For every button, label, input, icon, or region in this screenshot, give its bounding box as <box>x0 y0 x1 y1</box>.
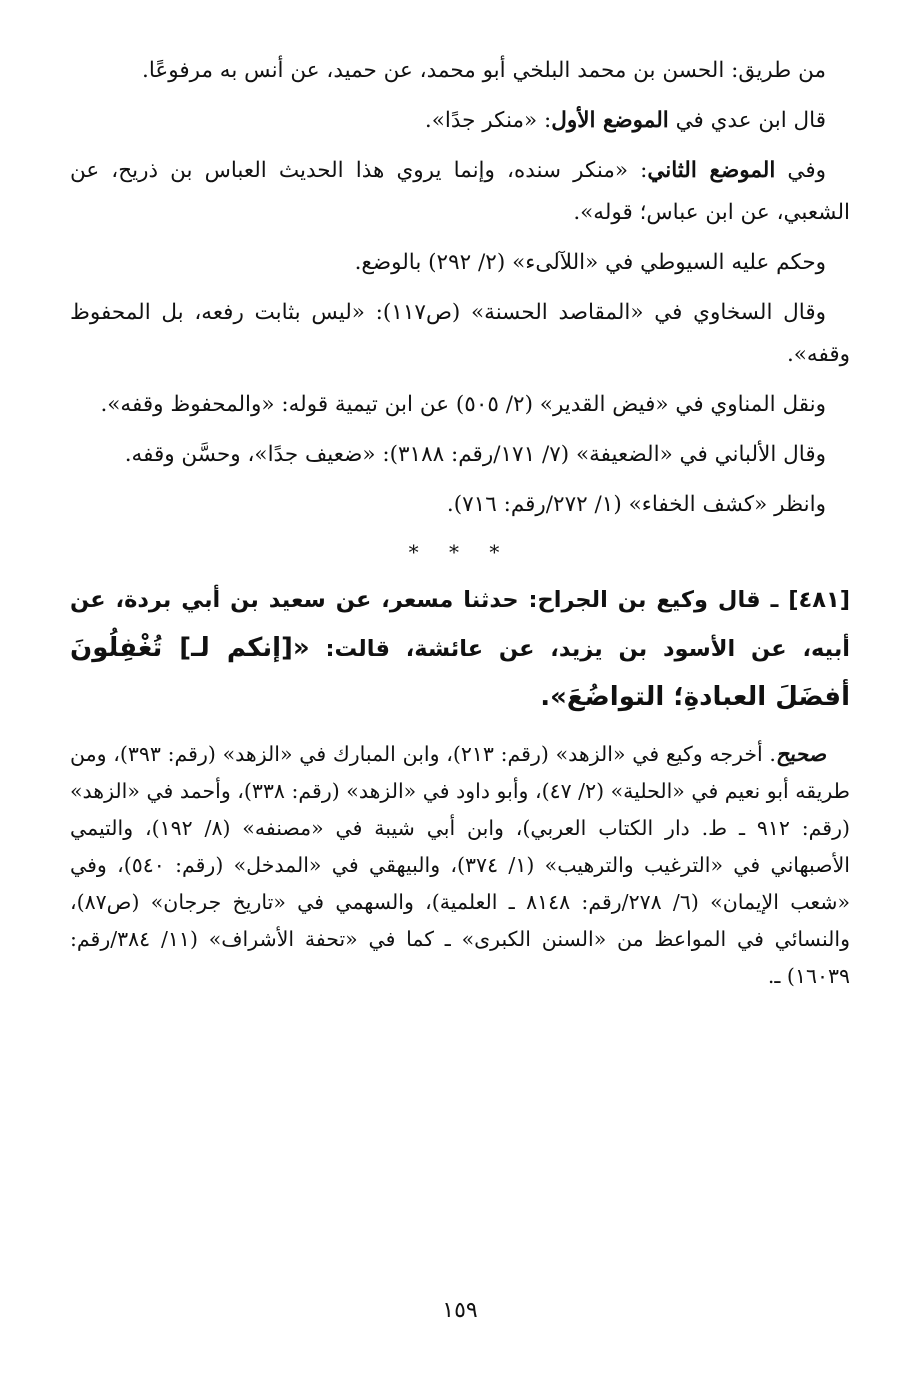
bold-term: الموضع الأول <box>551 108 669 133</box>
section-separator: * * * <box>408 540 512 564</box>
paragraph-6 <box>70 384 850 426</box>
paragraph-5 <box>70 292 850 376</box>
paragraph-4 <box>70 242 850 284</box>
paragraph-text: ونقل المناوي في «فيض القدير» (٢/ ٥٠٥) عن ابن تيمية قوله: «والمحفوظ وقفه». <box>100 392 826 417</box>
paragraph-2 <box>70 100 850 142</box>
hadith-matn: «[إنكم لـ] تُغْفِلُونَ أفضَلَ العبادةِ؛ التواضُعَ». <box>70 633 850 712</box>
paragraph-text: وحكم عليه السيوطي في «اللآلىء» (٢/ ٢٩٢) بالوضع. <box>354 250 826 275</box>
takhrij-paragraph <box>70 736 850 995</box>
paragraph-text: : «منكر جدًا». <box>424 108 552 133</box>
paragraph-text: وفي <box>775 158 827 183</box>
paragraph-7 <box>70 434 850 476</box>
paragraph-8 <box>70 484 850 526</box>
paragraph-1 <box>70 50 850 92</box>
bold-term: الموضع الثاني <box>647 158 776 183</box>
paragraph-text: وانظر «كشف الخفاء» (١/ ٢٧٢/رقم: ٧١٦). <box>446 492 826 517</box>
page-number: ١٥٩ <box>442 1298 478 1323</box>
paragraph-text: قال ابن عدي في <box>668 108 826 133</box>
hadith-number: [٤٨١] <box>788 587 850 613</box>
paragraph-text: وقال السخاوي في «المقاصد الحسنة» (ص١١٧): «ليس بثابت رفعه، بل المحفوظ وقفه». <box>70 300 850 367</box>
hadith-grade: صحيح <box>775 742 826 766</box>
hadith-text <box>70 576 850 722</box>
takhrij-text: . أخرجه وكيع في «الزهد» (رقم: ٢١٣)، وابن المبارك في «الزهد» (رقم: ٣٩٣)، ومن طريقه أبو نعيم في «الحلية» (٢/ ٤٧)، وأبو داود في «الزهد» (رقم: ٣٣٨)، وأحمد في «الزهد» (رقم: ٩١٢ ـ ط. دار الكتاب العربي)، وابن أبي شيبة في «مصنفه» (٨/ ١٩٢)، والتيمي الأصبهاني في «الترغيب والترهيب» (١/ ٣٧٤)، والبيهقي في «المدخل» (رقم: ٥٤٠)، وفي «شعب الإيمان» (٦/ ٢٧٨/رقم: ٨١٤٨ ـ العلمية)، والسهمي في «تاريخ جرجان» (ص٨٧)، والنسائي في المواعظ من «السنن الكبرى» ـ كما في «تحفة الأشراف» (١١/ ٣٨٤/رقم: ١٦٠٣٩) ـ. <box>70 742 850 988</box>
hadith-isnad: ـ قال وكيع بن الجراح: حدثنا مسعر، عن سعيد بن أبي بردة، عن أبيه، عن الأسود بن يزيد، عن عائشة، قالت: <box>70 587 850 662</box>
paragraph-3 <box>70 150 850 234</box>
paragraph-text: من طريق: الحسن بن محمد البلخي أبو محمد، عن حميد، عن أنس به مرفوعًا. <box>142 58 826 83</box>
paragraph-text: وقال الألباني في «الضعيفة» (٧/ ١٧١/رقم: ٣١٨٨): «ضعيف جدًا»، وحسَّن وقفه. <box>124 442 826 467</box>
paragraph-text: : «منكر سنده، وإنما يروي هذا الحديث العباس بن ذريح، عن الشعبي، عن ابن عباس؛ قوله». <box>70 158 850 225</box>
